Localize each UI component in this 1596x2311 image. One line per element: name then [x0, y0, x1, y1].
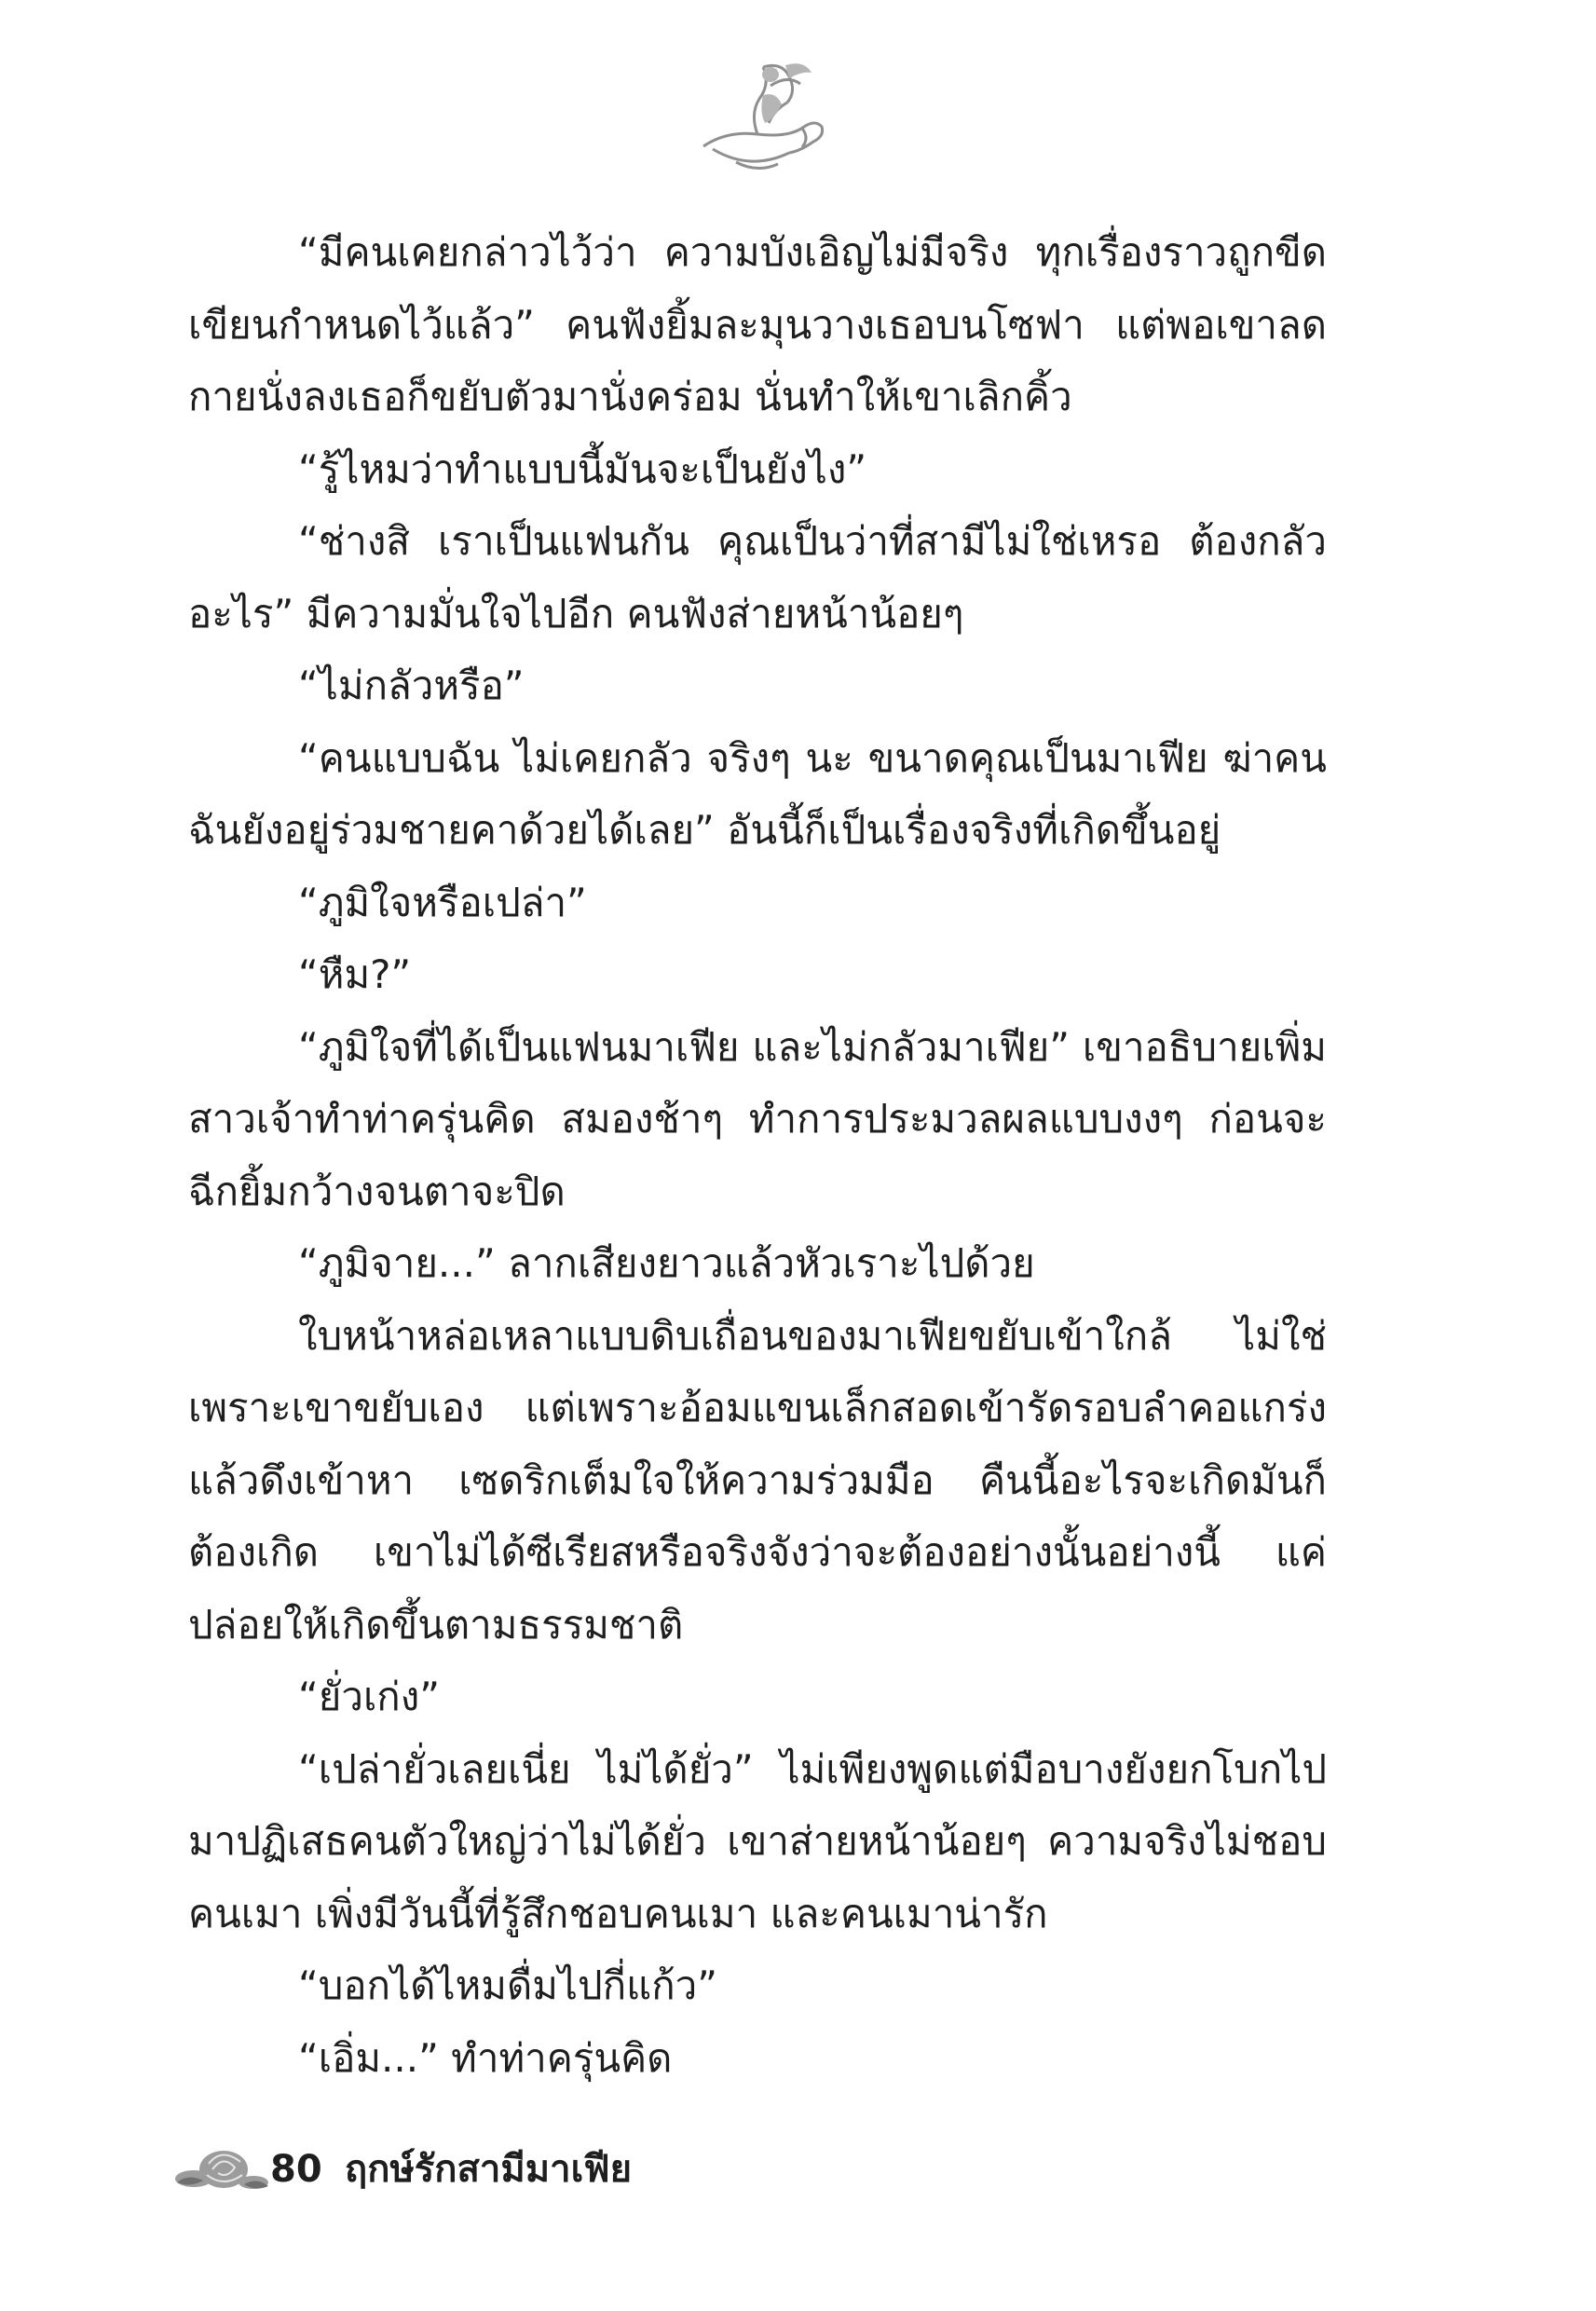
paragraph: “หืม?”	[298, 951, 412, 997]
paragraph: “ไม่กลัวหรือ”	[298, 663, 525, 708]
book-title: ฤกษ์รักสามีมาเฟีย	[345, 2148, 633, 2191]
paragraph: “ช่างสิ เราเป็นแฟนกัน คุณเป็นว่าที่สามีไม่ใช่เหรอ ต้องกลัวอะไร” มีความมั่นใจไปอีก คนฟังส่ายหน้าน้อยๆ	[188, 518, 1327, 636]
paragraph: “ภูมิใจที่ได้เป็นแฟนมาเฟีย และไม่กลัวมาเฟีย” เขาอธิบายเพิ่ม สาวเจ้าทำท่าครุ่นคิด สมองช้าๆ ทำการประมวลผลแบบงงๆ ก่อนจะฉีกยิ้มกว้างจนตาจะปิด	[188, 1023, 1327, 1214]
paragraph: ใบหน้าหล่อเหลาแบบดิบเถื่อนของมาเฟียขยับเข้าใกล้ ไม่ใช่เพราะเขาขยับเอง แต่เพราะอ้อมแขนเล็กสอดเข้ารัดรอบลำคอแกร่งแล้วดึงเข้าหา เซดริกเต็มใจให้ความร่วมมือ คืนนี้อะไรจะเกิดมันก็ต้องเกิด เขาไม่ได้ซีเรียสหรือจริงจังว่าจะต้องอย่างนั้นอย่างนี้ แค่ปล่อยให้เกิดขึ้นตามธรรมชาติ	[188, 1312, 1327, 1648]
page-footer	[166, 2141, 911, 2197]
body-text	[188, 216, 1327, 2094]
page-number: 80	[270, 2148, 322, 2191]
paragraph: “ภูมิจาย...” ลากเสียงยาวแล้วหัวเราะไปด้วย	[298, 1240, 1035, 1286]
paragraph: “เปล่ายั่วเลยเนี่ย ไม่ได้ยั่ว” ไม่เพียงพูดแต่มือบางยังยกโบกไปมาปฏิเสธคนตัวใหญ่ว่าไม่ได้ยั่ว เขาส่ายหน้าน้อยๆ ความจริงไม่ชอบคนเมา เพิ่งมีวันนี้ที่รู้สึกชอบคนเมา และคนเมาน่ารัก	[188, 1745, 1327, 1936]
paragraph: “มีคนเคยกล่าวไว้ว่า ความบังเอิญไม่มีจริง ทุกเรื่องราวถูกขีดเขียนกำหนดไว้แล้ว” คนฟังยิ้มละมุนวางเธอบนโซฟา แต่พอเขาลดกายนั่งลงเธอก็ขยับตัวมานั่งคร่อม นั่นทำให้เขาเลิกคิ้ว	[188, 229, 1327, 419]
paragraph: “บอกได้ไหมดื่มไปกี่แก้ว”	[298, 1962, 717, 2008]
paragraph: “ภูมิใจหรือเปล่า”	[298, 879, 587, 925]
genie-lamp-ornament-icon	[685, 58, 829, 179]
paragraph: “ยั่วเก่ง”	[298, 1674, 441, 1719]
paragraph: “รู้ไหมว่าทำแบบนี้มันจะเป็นยังไง”	[298, 445, 867, 492]
rose-ornament-icon	[166, 2141, 276, 2199]
paragraph: “เอิ่ม...” ทำท่าครุ่นคิด	[298, 2034, 673, 2081]
paragraph: “คนแบบฉัน ไม่เคยกลัว จริงๆ นะ ขนาดคุณเป็นมาเฟีย ฆ่าคน ฉันยังอยู่ร่วมชายคาด้วยได้เลย” อันนี้ก็เป็นเรื่องจริงที่เกิดขึ้นอยู่	[188, 734, 1327, 853]
